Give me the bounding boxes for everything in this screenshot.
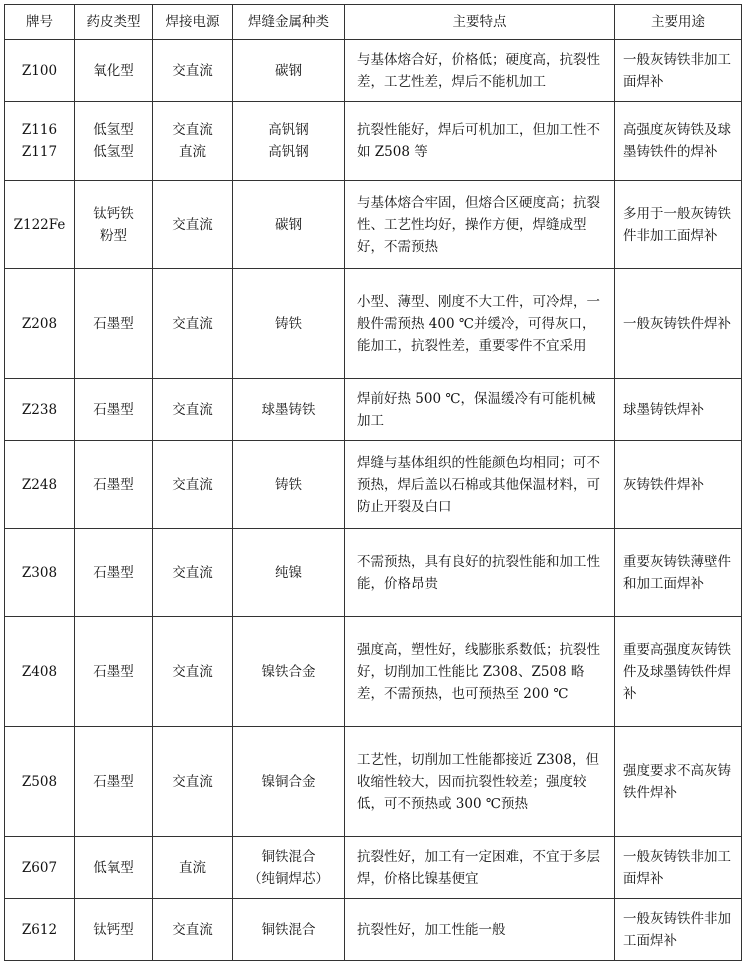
cell-weld-metal-line: 铸铁	[275, 315, 302, 332]
table-container	[4, 4, 742, 961]
cell-power-source-line: 交直流	[172, 773, 213, 790]
cell-coating-type	[75, 617, 153, 727]
cell-coating-type-line: 氧化型	[93, 62, 134, 79]
table-row	[5, 529, 742, 617]
cell-weld-metal	[233, 102, 345, 181]
cell-power-source-line: 交直流	[172, 476, 213, 493]
cell-coating-type-line: 石墨型	[93, 401, 134, 418]
cell-coating-type	[75, 529, 153, 617]
cell-power-source	[153, 40, 233, 102]
table-row	[5, 441, 742, 529]
cell-power-source-line: 交直流	[172, 315, 213, 332]
cell-weld-metal-line: 高钒钢	[268, 122, 309, 138]
cell-weld-metal-line: 铜铁混合	[261, 921, 316, 938]
cell-features: 强度高，塑性好，线膨胀系数低；抗裂性好，切削加工性能比 Z308、Z508 略差，不需预热，也可预热至 200 ℃	[345, 617, 615, 727]
cell-power-source-line: 直流	[179, 859, 206, 876]
header-row	[5, 5, 742, 40]
cell-power-source	[153, 899, 233, 961]
table-row	[5, 837, 742, 899]
cell-coating-type	[75, 727, 153, 837]
cell-grade-line: Z248	[21, 476, 58, 493]
cell-grade-line: Z408	[21, 663, 58, 680]
cell-grade	[5, 379, 75, 441]
cell-grade-line: Z116	[21, 122, 58, 138]
cell-weld-metal	[233, 379, 345, 441]
cell-weld-metal-line: 镍铜合金	[261, 773, 316, 790]
cell-weld-metal	[233, 837, 345, 899]
table-row	[5, 617, 742, 727]
table-body	[5, 40, 742, 961]
table-row	[5, 181, 742, 269]
cell-power-source	[153, 181, 233, 269]
cell-features: 抗裂性好，加工有一定困难，不宜于多层焊，价格比镍基便宜	[345, 837, 615, 899]
cell-power-source	[153, 102, 233, 181]
cell-power-source	[153, 379, 233, 441]
cell-grade-line: Z238	[21, 401, 58, 418]
cell-power-source	[153, 529, 233, 617]
cell-coating-type-line: 钛钙型	[93, 921, 134, 938]
cell-weld-metal-line: 铜铁混合	[261, 848, 316, 865]
cell-features: 抗裂性能好，焊后可机加工，但加工性不如 Z508 等	[345, 102, 615, 181]
cell-weld-metal-line: （纯铜焊芯）	[248, 870, 329, 887]
cell-coating-type-line: 钛钙铁	[93, 205, 134, 222]
cell-coating-type-line: 石墨型	[93, 663, 134, 680]
cell-grade	[5, 837, 75, 899]
cell-coating-type-line: 低氢型	[93, 122, 134, 138]
welding-rod-table	[4, 4, 742, 961]
table-row	[5, 102, 742, 181]
cell-coating-type	[75, 837, 153, 899]
cell-weld-metal-line: 铸铁	[275, 476, 302, 493]
cell-features: 抗裂性好，加工性能一般	[345, 899, 615, 961]
cell-main-use: 灰铸铁件焊补	[615, 441, 742, 529]
cell-grade	[5, 899, 75, 961]
cell-grade-line: Z100	[21, 62, 58, 79]
cell-weld-metal-line: 镍铁合金	[261, 663, 316, 680]
cell-grade	[5, 40, 75, 102]
cell-coating-type	[75, 40, 153, 102]
cell-main-use: 一般灰铸铁件焊补	[615, 269, 742, 379]
cell-grade	[5, 181, 75, 269]
cell-grade	[5, 617, 75, 727]
cell-weld-metal	[233, 40, 345, 102]
cell-weld-metal	[233, 617, 345, 727]
cell-grade-line: Z508	[21, 773, 58, 790]
cell-main-use: 一般灰铸铁非加工面焊补	[615, 40, 742, 102]
cell-weld-metal-line: 碳钢	[275, 216, 302, 233]
cell-coating-type	[75, 899, 153, 961]
cell-main-use: 一般灰铸铁非加工面焊补	[615, 837, 742, 899]
cell-grade-line: Z612	[21, 921, 58, 938]
cell-coating-type-line: 低氧型	[93, 859, 134, 876]
cell-coating-type	[75, 441, 153, 529]
cell-main-use: 一般灰铸铁件非加工面焊补	[615, 899, 742, 961]
cell-main-use: 重要高强度灰铸铁件及球墨铸铁件焊补	[615, 617, 742, 727]
table-row	[5, 379, 742, 441]
cell-grade	[5, 441, 75, 529]
header-features: 主要特点	[345, 5, 615, 40]
table-row	[5, 899, 742, 961]
cell-features: 小型、薄型、刚度不大工件，可冷焊，一般件需预热 400 ℃并缓冷，可得灰口，能加工，抗裂性差，重要零件不宜采用	[345, 269, 615, 379]
cell-features: 焊缝与基体组织的性能颜色均相同；可不预热，焊后盖以石棉或其他保温材料，可防止开裂及白口	[345, 441, 615, 529]
cell-weld-metal	[233, 441, 345, 529]
cell-coating-type-line: 石墨型	[93, 564, 134, 581]
cell-features: 与基体熔合牢固，但熔合区硬度高；抗裂性、工艺性均好，操作方便，焊缝成型好，不需预热	[345, 181, 615, 269]
cell-power-source	[153, 269, 233, 379]
cell-power-source-line: 直流	[179, 144, 206, 160]
cell-coating-type-line: 石墨型	[93, 476, 134, 493]
cell-coating-type	[75, 102, 153, 181]
cell-weld-metal-line: 碳钢	[275, 62, 302, 79]
cell-main-use: 重要灰铸铁薄壁件和加工面焊补	[615, 529, 742, 617]
cell-main-use: 强度要求不高灰铸铁件焊补	[615, 727, 742, 837]
cell-weld-metal	[233, 727, 345, 837]
cell-weld-metal-line: 高钒钢	[268, 144, 309, 160]
cell-main-use: 高强度灰铸铁及球墨铸铁件的焊补	[615, 102, 742, 181]
cell-weld-metal-line: 球墨铸铁	[261, 401, 316, 418]
cell-power-source	[153, 837, 233, 899]
cell-power-source-line: 交直流	[172, 921, 213, 938]
cell-coating-type-line: 石墨型	[93, 773, 134, 790]
cell-coating-type-line: 石墨型	[93, 315, 134, 332]
table-row	[5, 727, 742, 837]
cell-grade-line: Z122Fe	[13, 216, 66, 233]
cell-coating-type-line: 粉型	[100, 227, 127, 244]
cell-coating-type	[75, 181, 153, 269]
header-main-use: 主要用途	[615, 5, 742, 40]
cell-weld-metal	[233, 181, 345, 269]
cell-coating-type	[75, 269, 153, 379]
cell-coating-type	[75, 379, 153, 441]
cell-grade-line: Z607	[21, 859, 58, 876]
cell-power-source	[153, 617, 233, 727]
table-row	[5, 269, 742, 379]
cell-grade	[5, 102, 75, 181]
cell-coating-type-line: 低氢型	[93, 144, 134, 160]
cell-power-source	[153, 441, 233, 529]
cell-weld-metal	[233, 269, 345, 379]
cell-grade	[5, 269, 75, 379]
header-power-source: 焊接电源	[153, 5, 233, 40]
cell-grade	[5, 529, 75, 617]
table-row	[5, 40, 742, 102]
cell-grade-line: Z208	[21, 315, 58, 332]
cell-features: 不需预热，具有良好的抗裂性能和加工性能，价格昂贵	[345, 529, 615, 617]
cell-main-use: 多用于一般灰铸铁件非加工面焊补	[615, 181, 742, 269]
cell-grade	[5, 727, 75, 837]
header-weld-metal: 焊缝金属种类	[233, 5, 345, 40]
cell-weld-metal	[233, 529, 345, 617]
cell-features: 焊前好热 500 ℃，保温缓冷有可能机械加工	[345, 379, 615, 441]
cell-power-source-line: 交直流	[172, 62, 213, 79]
cell-power-source-line: 交直流	[172, 122, 213, 138]
cell-weld-metal-line: 纯镍	[275, 564, 302, 581]
header-coating-type: 药皮类型	[75, 5, 153, 40]
header-grade: 牌号	[5, 5, 75, 40]
cell-main-use: 球墨铸铁焊补	[615, 379, 742, 441]
cell-features: 工艺性，切削加工性能都接近 Z308，但收缩性较大，因而抗裂性较差；强度较低，可不预热或 300 ℃预热	[345, 727, 615, 837]
cell-power-source-line: 交直流	[172, 401, 213, 418]
cell-weld-metal	[233, 899, 345, 961]
cell-power-source-line: 交直流	[172, 216, 213, 233]
cell-power-source-line: 交直流	[172, 663, 213, 680]
cell-power-source	[153, 727, 233, 837]
cell-power-source-line: 交直流	[172, 564, 213, 581]
cell-grade-line: Z117	[21, 144, 58, 160]
cell-grade-line: Z308	[21, 564, 58, 581]
cell-features: 与基体熔合好，价格低；硬度高，抗裂性差，工艺性差，焊后不能机加工	[345, 40, 615, 102]
